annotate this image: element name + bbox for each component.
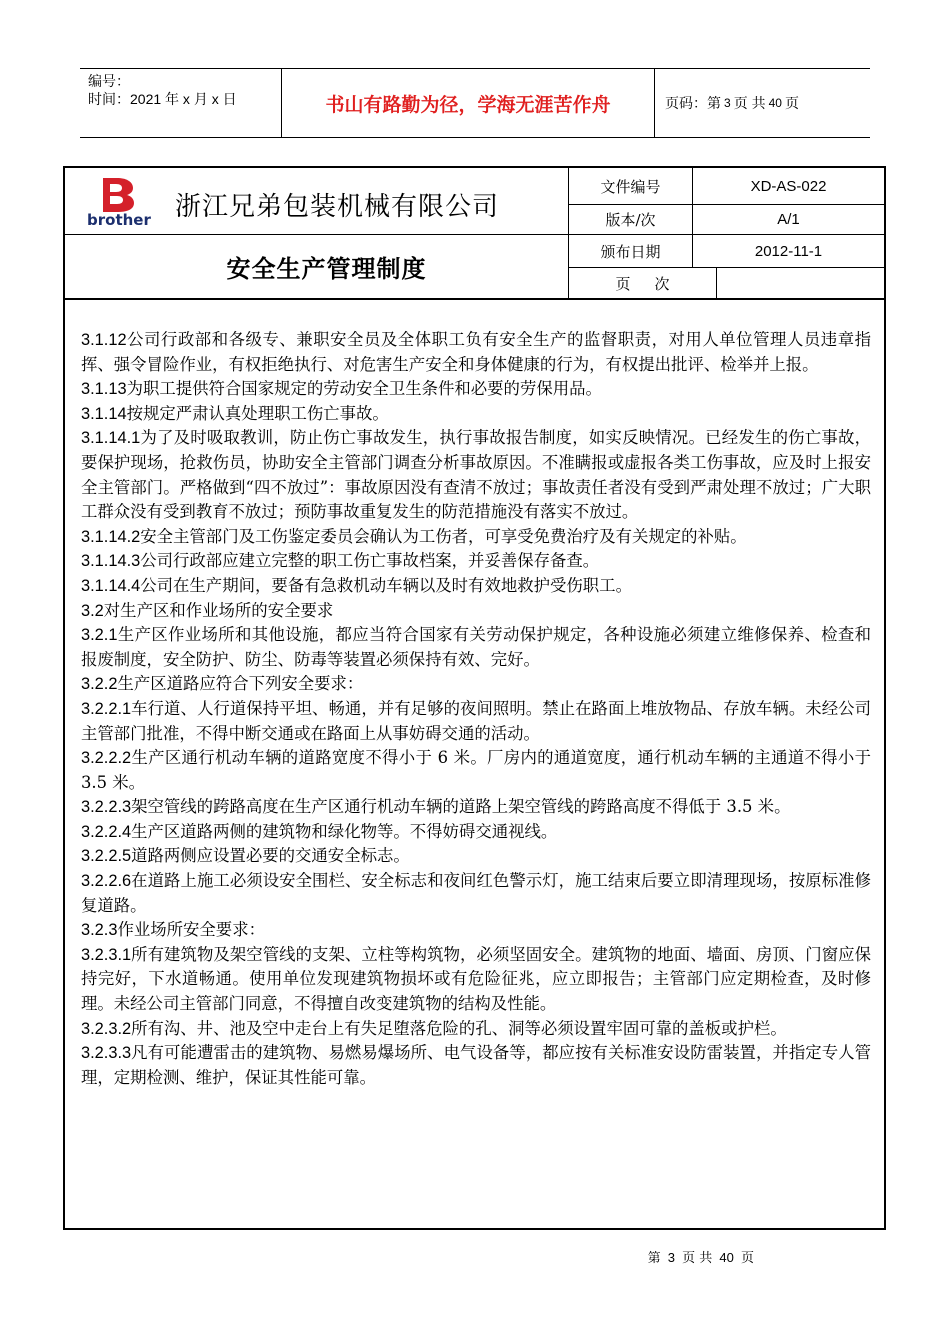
section-number: 3.1.12 [81,331,127,349]
meta-label: 颁布日期 [569,235,693,267]
motto: 书山有路勤为径，学海无涯苦作舟 [282,69,655,137]
paragraph-text: 对生产区和作业场所的安全要求 [103,600,334,620]
paragraph-text: 为职工提供符合国家规定的劳动安全卫生条件和必要的劳保用品。 [126,379,602,399]
logo-text: brother [87,211,151,228]
section-number: 3.2.3.1 [81,945,132,964]
paragraph [81,869,871,918]
section-number: 3.1.14.4 [81,576,141,595]
paragraph [81,844,871,869]
meta-value [717,268,884,298]
paragraph-text: 道路两侧应设置必要的交通安全标志。 [131,846,410,866]
document-body [81,328,871,1090]
paragraph [81,377,871,402]
page-header [80,68,870,138]
paragraph [81,549,871,574]
paragraph [81,599,871,624]
section-number: 3.2.2.1 [81,699,132,718]
meta-label: 版本/次 [569,205,693,234]
section-number: 3.2.3.2 [81,1019,132,1038]
paragraph [81,1041,871,1090]
title-cell [65,235,569,298]
paragraph [81,525,871,550]
page-total: 40 [768,96,782,110]
paragraph [81,574,871,599]
document-title: 安全生产管理制度 [226,255,427,283]
footer-current-page: 3 [667,1250,675,1265]
paragraph-text: 所有沟、井、池及空中走台上有失足堕落危险的孔、洞等必须设置牢固可靠的盖板或护栏。 [131,1018,787,1038]
meta-label: 文件编号 [569,168,693,204]
brother-logo-icon [85,174,153,228]
paragraph-text: 车行道、人行道保持平坦、畅通，并有足够的夜间照明。禁止在路面上堆放物品、存放车辆。未经公司主管部门批准，不得中断交通或在路面上从事妨碍交通的活动。 [81,698,871,743]
header-meta [80,69,282,137]
company-cell [65,168,569,235]
section-number: 3.1.14.3 [81,552,141,571]
meta-row-issue-date [569,235,884,268]
page-footer [0,1247,950,1266]
footer-total-pages: 40 [719,1250,734,1265]
paragraph-text: 为了及时吸取教训，防止伤亡事故发生，执行事故报告制度，如实反映情况。已经发生的伤亡事故，要保护现场，抢救伤员，协助安全主管部门调查分析事故原因。不准瞒报或虚报各类工伤事故，应及时上报安全主管部门。严格做到“四不放过”：事故原因没有查清不放过；事故责任者没有受到严肃处理不放过；广大职工群众没有受到教育不放过；预防事故重复发生的防范措施没有落实不放过。 [81,428,871,522]
paragraph-text: 按规定严肃认真处理职工伤亡事故。 [126,403,389,423]
section-number: 3.1.14.2 [81,527,141,546]
section-number: 3.2 [81,601,104,620]
meta-label: 页次 [569,268,717,298]
section-number: 3.1.14.1 [81,429,141,448]
paragraph [81,402,871,427]
page-counter [655,69,870,137]
paragraph [81,1017,871,1042]
paragraph [81,426,871,524]
paragraph-text: 在道路上施工必须设安全围栏、安全标志和夜间红色警示灯，施工结束后要立即清理现场，按原标准修复道路。 [81,871,871,915]
section-number: 3.2.2.4 [81,822,132,841]
number-label: 编号： [88,73,130,89]
footer-mid: 页 共 [682,1251,713,1266]
page-mid: 页 共 [733,95,766,111]
document-frame [63,166,886,1230]
section-number: 3.2.1 [81,626,118,645]
paragraph-text: 所有建筑物及架空管线的支架、立柱等构筑物，必须坚固安全。建筑物的地面、墙面、房顶、门窗应保持完好，下水道畅通。使用单位发现建筑物损坏或有危险征兆，应立即报告；主管部门应定期检查，及时修理。未经公司主管部门同意，不得擅自改变建筑物的结构及性能。 [81,944,871,1014]
time-label: 时间：2021 年 x 月 x 日 [88,91,237,107]
section-number: 3.2.2 [81,675,118,694]
meta-row-doc-number [569,168,884,205]
paragraph-text: 生产区道路两侧的建筑物和绿化物等。不得妨碍交通视线。 [131,821,558,841]
paragraph [81,746,871,795]
section-number: 3.2.3 [81,921,118,940]
paragraph-text: 公司在生产期间，要备有急救机动车辆以及时有效地救护受伤职工。 [140,575,632,595]
meta-value: A/1 [777,211,800,228]
company-name: 浙江兄弟包装机械有限公司 [175,192,500,222]
paragraph [81,697,871,746]
paragraph-text: 作业场所安全要求： [117,920,265,940]
meta-row-version [569,205,884,235]
page-prefix: 页码：第 [665,95,721,111]
section-number: 3.2.2.3 [81,798,132,817]
section-number: 3.2.3.3 [81,1044,132,1063]
paragraph-text: 生产区通行机动车辆的道路宽度不得小于 6 米。厂房内的通道宽度，通行机动车辆的主通道不得小于 3.5 米。 [81,748,871,792]
paragraph [81,328,871,377]
paragraph [81,918,871,943]
paragraph [81,795,871,820]
page-current: 3 [724,96,731,110]
page-suffix: 页 [784,95,799,111]
paragraph-text: 公司行政部应建立完整的职工伤亡事故档案，并妥善保存备查。 [140,551,600,571]
paragraph [81,820,871,845]
paragraph-text: 生产区作业场所和其他设施，都应当符合国家有关劳动保护规定，各种设施必须建立维修保养、检查和报废制度，安全防护、防尘、防毒等装置必须保持有效、完好。 [81,625,871,669]
section-number: 3.1.13 [81,380,127,399]
meta-value: XD-AS-022 [750,177,827,195]
paragraph [81,623,871,672]
document-header-table [65,168,884,300]
footer-suffix: 页 [740,1251,754,1266]
footer-prefix: 第 [647,1251,661,1266]
paragraph-text: 安全主管部门及工伤鉴定委员会确认为工伤者，可享受免费治疗及有关规定的补贴。 [140,526,747,546]
paragraph-text: 架空管线的跨路高度在生产区通行机动车辆的道路上架空管线的跨路高度不得低于 3.5 米。 [131,797,791,817]
paragraph-text: 生产区道路应符合下列安全要求： [117,674,364,694]
section-number: 3.1.14 [81,404,127,423]
meta-value: 2012-11-1 [754,242,823,260]
section-number: 3.2.2.2 [81,749,132,768]
paragraph-text: 公司行政部和各级专、兼职安全员及全体职工负有安全生产的监督职责，对用人单位管理人员违章指挥、强令冒险作业，有权拒绝执行、对危害生产安全和身体健康的行为，有权提出批评、检举并上报。 [81,330,871,374]
section-number: 3.2.2.6 [81,872,132,891]
paragraph-text: 凡有可能遭雷击的建筑物、易燃易爆场所、电气设备等，都应按有关标准安设防雷装置，并指定专人管理，定期检测、维护，保证其性能可靠。 [81,1043,871,1087]
section-number: 3.2.2.5 [81,847,132,866]
paragraph [81,943,871,1017]
paragraph [81,672,871,697]
meta-row-page [569,268,884,298]
